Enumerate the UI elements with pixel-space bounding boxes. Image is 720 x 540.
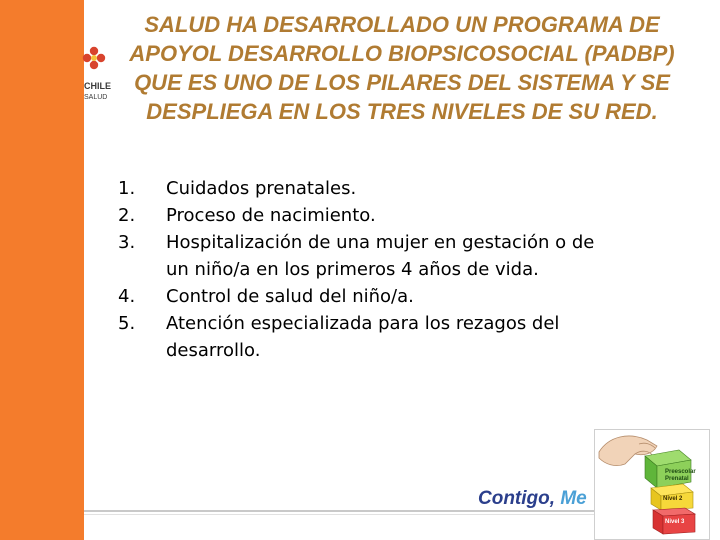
list-item (118, 202, 618, 229)
numbered-list (118, 175, 618, 364)
list-number: 4. (118, 286, 136, 307)
logo-sub: SALUD (84, 94, 108, 101)
flower-logo-icon (82, 46, 106, 70)
footer-slogan (478, 488, 587, 510)
list-text: Control de salud del niño/a. (166, 286, 414, 307)
cube-label-mid: Nivel 2 (663, 496, 683, 502)
list-text: Atención especializada para los rezagos del desarrollo. (166, 313, 560, 361)
list-number: 2. (118, 205, 136, 226)
list-number: 1. (118, 178, 136, 199)
list-item (118, 283, 618, 310)
list-item (118, 175, 618, 202)
slogan-main: Contigo, (478, 488, 556, 509)
footer-divider-secondary (84, 514, 604, 515)
list-text: Hospitalización de una mujer en gestación o de un niño/a en los primeros 4 años de vida. (166, 232, 595, 280)
list-number: 5. (118, 313, 136, 334)
cube-label-top: Preescolar Prenatal (665, 469, 696, 482)
page-title: SALUD HA DESARROLLADO UN PROGRAMA DE APOYOL DESARROLLO BIOPSICOSOCIAL (PADBP) QUE ES UNO DE LOS PILARES DEL SISTEMA Y SE DESPLIEGA EN LOS TRES NIVELES DE SU RED. (129, 12, 675, 124)
list-text: Cuidados prenatales. (166, 178, 357, 199)
footer-divider (84, 510, 604, 512)
list-item (118, 229, 618, 283)
cube-label-bottom: Nivel 3 (665, 519, 685, 525)
logo-name: CHILE (84, 81, 111, 91)
list-item (118, 310, 618, 364)
slogan-accent: Me (560, 488, 587, 509)
list-text: Proceso de nacimiento. (166, 205, 376, 226)
logo-wordmark (84, 81, 111, 103)
list-number: 3. (118, 232, 136, 253)
promo-image (594, 429, 710, 540)
